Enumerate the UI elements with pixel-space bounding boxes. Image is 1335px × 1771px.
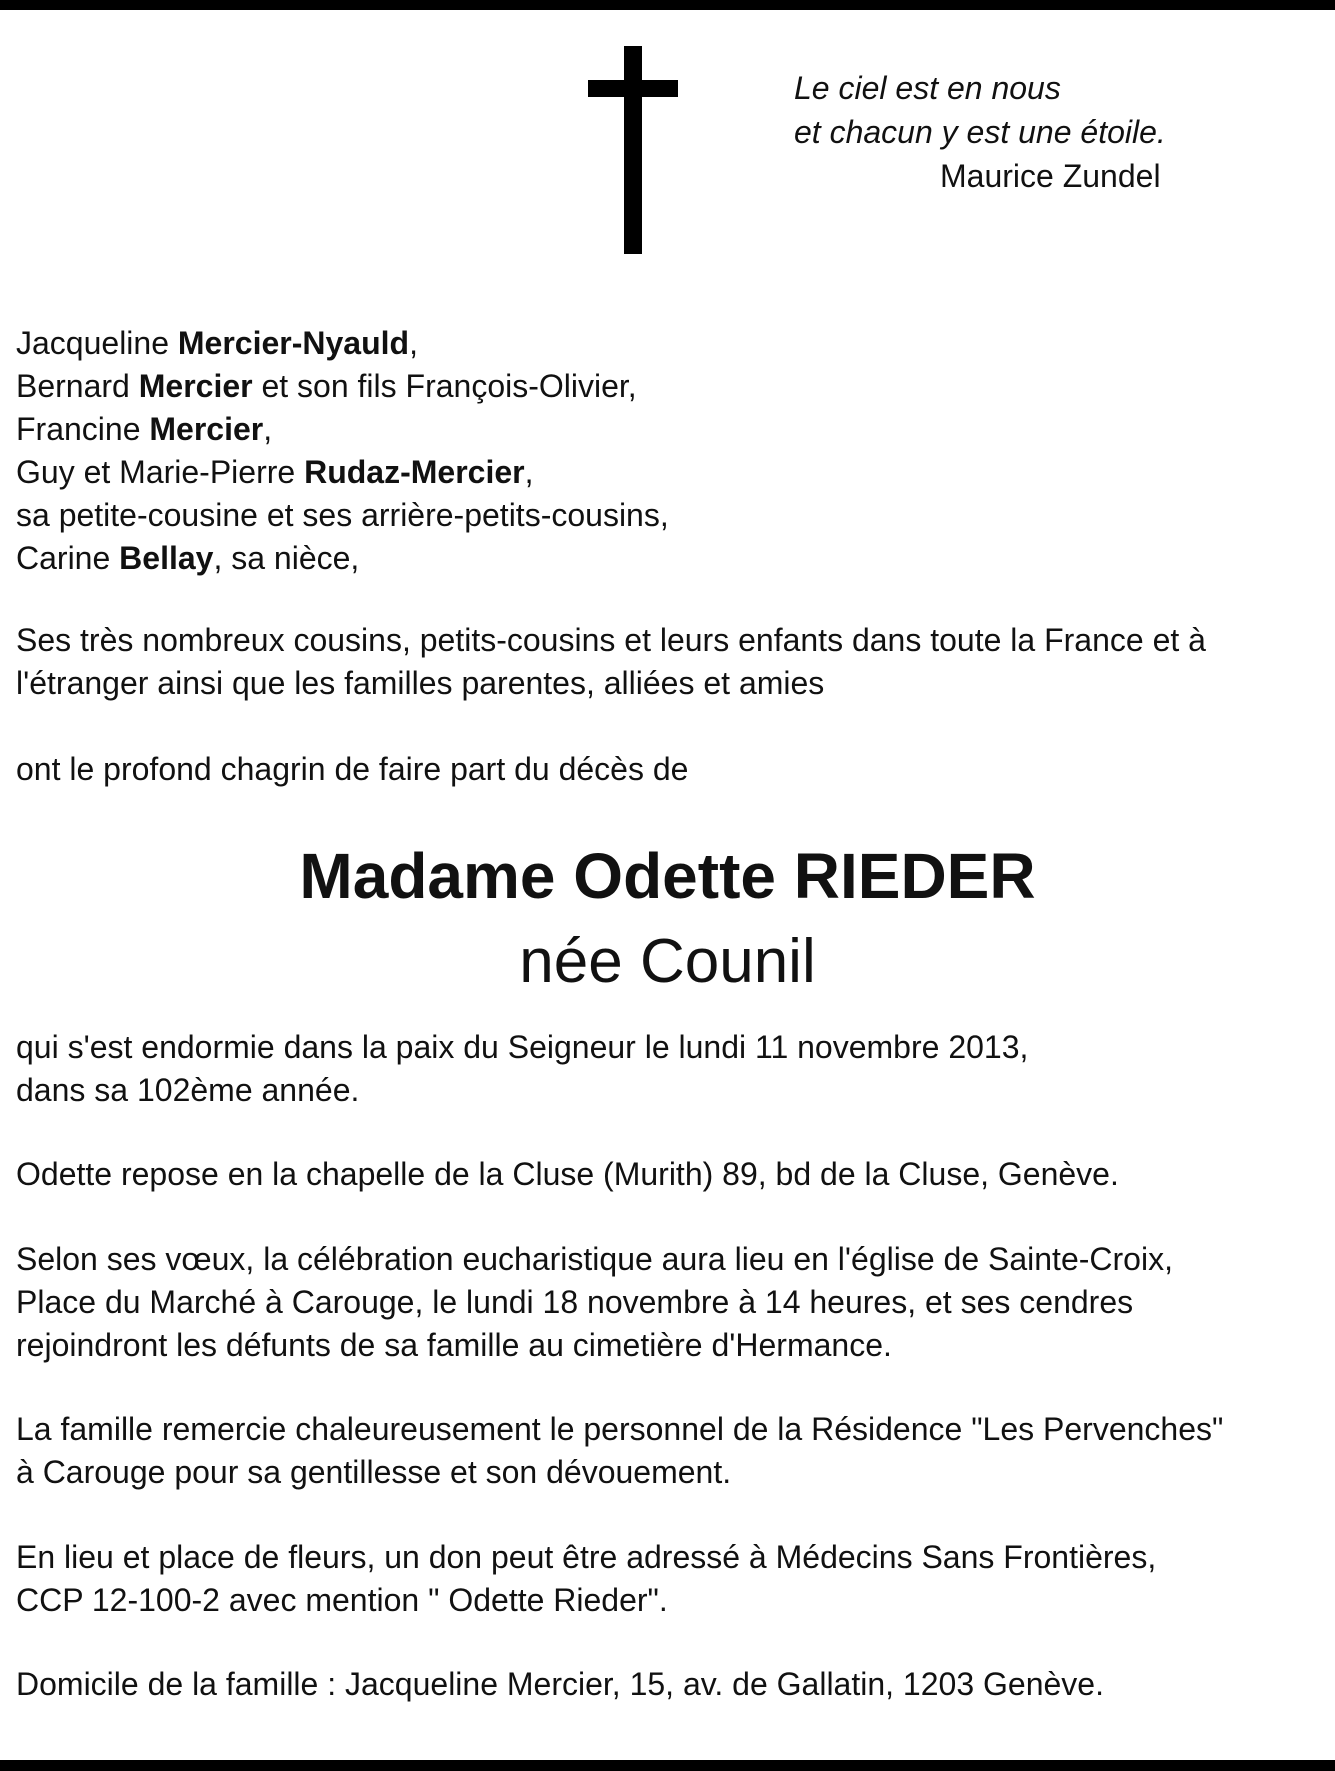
ceremony-paragraph: Selon ses vœux, la célébration eucharistique aura lieu en l'église de Sainte-Croix, Place du Marché à Carouge, le lundi 18 novembre à 14 heures, et ses cendres rejoindront les défunts de sa famille au cimetière d'Hermance. — [16, 1241, 1173, 1363]
thanks-paragraph: La famille remercie chaleureusement le personnel de la Résidence "Les Pervenches" à Carouge pour sa gentillesse et son dévouement. — [16, 1411, 1224, 1490]
family-line: sa petite-cousine et ses arrière-petits-cousins, — [16, 497, 669, 533]
rest-paragraph: Odette repose en la chapelle de la Cluse (Murith) 89, bd de la Cluse, Genève. — [16, 1156, 1119, 1192]
cousins-paragraph: Ses très nombreux cousins, petits-cousins et leurs enfants dans toute la France et à l'étranger ainsi que les familles parentes, alliées et amies — [16, 622, 1206, 701]
top-border — [0, 0, 1335, 10]
family-line: Jacqueline Mercier-Nyauld, — [16, 325, 418, 361]
deceased-maiden-name: née Counil — [519, 927, 816, 996]
family-line: Francine Mercier, — [16, 411, 273, 447]
epigraph — [794, 66, 1166, 198]
family-line: Guy et Marie-Pierre Rudaz-Mercier, — [16, 454, 534, 490]
family-list — [16, 322, 669, 580]
bottom-border — [0, 1760, 1335, 1771]
family-line: Bernard Mercier et son fils François-Olivier, — [16, 368, 637, 404]
announcement: ont le profond chagrin de faire part du décès de — [16, 751, 689, 787]
death-paragraph: qui s'est endormie dans la paix du Seigneur le lundi 11 novembre 2013, dans sa 102ème année. — [16, 1029, 1029, 1108]
family-line: Carine Bellay, sa nièce, — [16, 540, 360, 576]
deceased-name: Madame Odette RIEDER — [299, 840, 1036, 912]
cross-icon — [588, 46, 678, 254]
donation-paragraph: En lieu et place de fleurs, un don peut être adressé à Médecins Sans Frontières, CCP 12-100-2 avec mention " Odette Rieder". — [16, 1539, 1157, 1618]
quote-author: Maurice Zundel — [940, 158, 1161, 194]
quote-line: Le ciel est en nous — [794, 70, 1061, 106]
quote-line: et chacun y est une étoile. — [794, 114, 1166, 150]
domicile-paragraph: Domicile de la famille : Jacqueline Mercier, 15, av. de Gallatin, 1203 Genève. — [16, 1666, 1104, 1702]
